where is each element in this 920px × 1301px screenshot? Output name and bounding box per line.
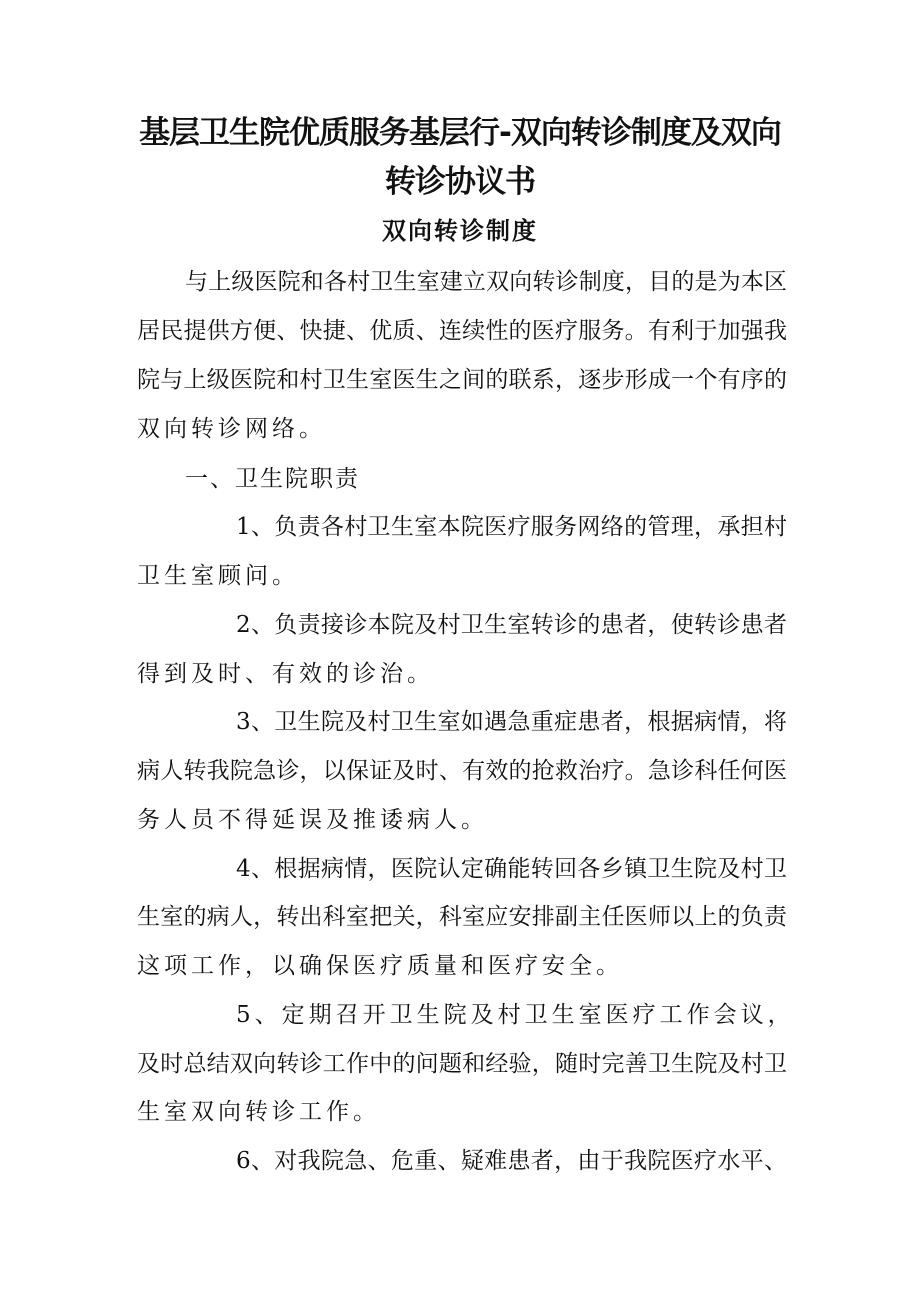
item-4-line-1: 4、根据病情，医院认定确能转回各乡镇卫生院及村卫 — [236, 856, 787, 882]
item-5-line-1: 5、定期召开卫生院及村卫生室医疗工作会议， — [236, 1002, 795, 1028]
item-3-line-2: 病人转我院急诊，以保证及时、有效的抢救治疗。急诊科任何医 — [137, 758, 787, 784]
intro-line-3: 院与上级医院和村卫生室医生之间的联系，逐步形成一个有序的 — [137, 367, 787, 393]
heading-duties: 一、卫生院职责 — [185, 466, 360, 492]
item-3-line-1: 3、卫生院及村卫生室如遇急重症患者，根据病情，将 — [236, 709, 787, 735]
item-2-line-2: 得到及时、有效的诊治。 — [137, 661, 434, 687]
item-1-line-1: 1、负责各村卫生室本院医疗服务网络的管理，承担村 — [236, 514, 787, 540]
item-3-line-3: 务人员不得延误及推诿病人。 — [137, 807, 488, 833]
intro-line-2: 居民提供方便、快捷、优质、连续性的医疗服务。有利于加强我 — [137, 318, 787, 344]
item-4-line-3: 这项工作，以确保医疗质量和医疗安全。 — [137, 953, 623, 979]
item-2-line-1: 2、负责接诊本院及村卫生室转诊的患者，使转诊患者 — [236, 612, 787, 638]
document-title-line-2: 转诊协议书 — [385, 164, 535, 200]
intro-line-1: 与上级医院和各村卫生室建立双向转诊制度，目的是为本区 — [185, 269, 787, 295]
item-5-line-2: 及时总结双向转诊工作中的问题和经验，随时完善卫生院及村卫 — [137, 1051, 787, 1077]
section-title: 双向转诊制度 — [382, 216, 538, 245]
item-4-line-2: 生室的病人，转出科室把关，科室应安排副主任医师以上的负责 — [137, 904, 787, 930]
item-5-line-3: 生室双向转诊工作。 — [137, 1099, 380, 1125]
intro-line-4: 双向转诊网络。 — [137, 416, 326, 442]
item-6-line-1: 6、对我院急、危重、疑难患者，由于我院医疗水平、 — [236, 1148, 787, 1174]
document-title-line-1: 基层卫生院优质服务基层行-双向转诊制度及双向 — [139, 115, 781, 151]
item-1-line-2: 卫生室顾问。 — [137, 563, 299, 589]
